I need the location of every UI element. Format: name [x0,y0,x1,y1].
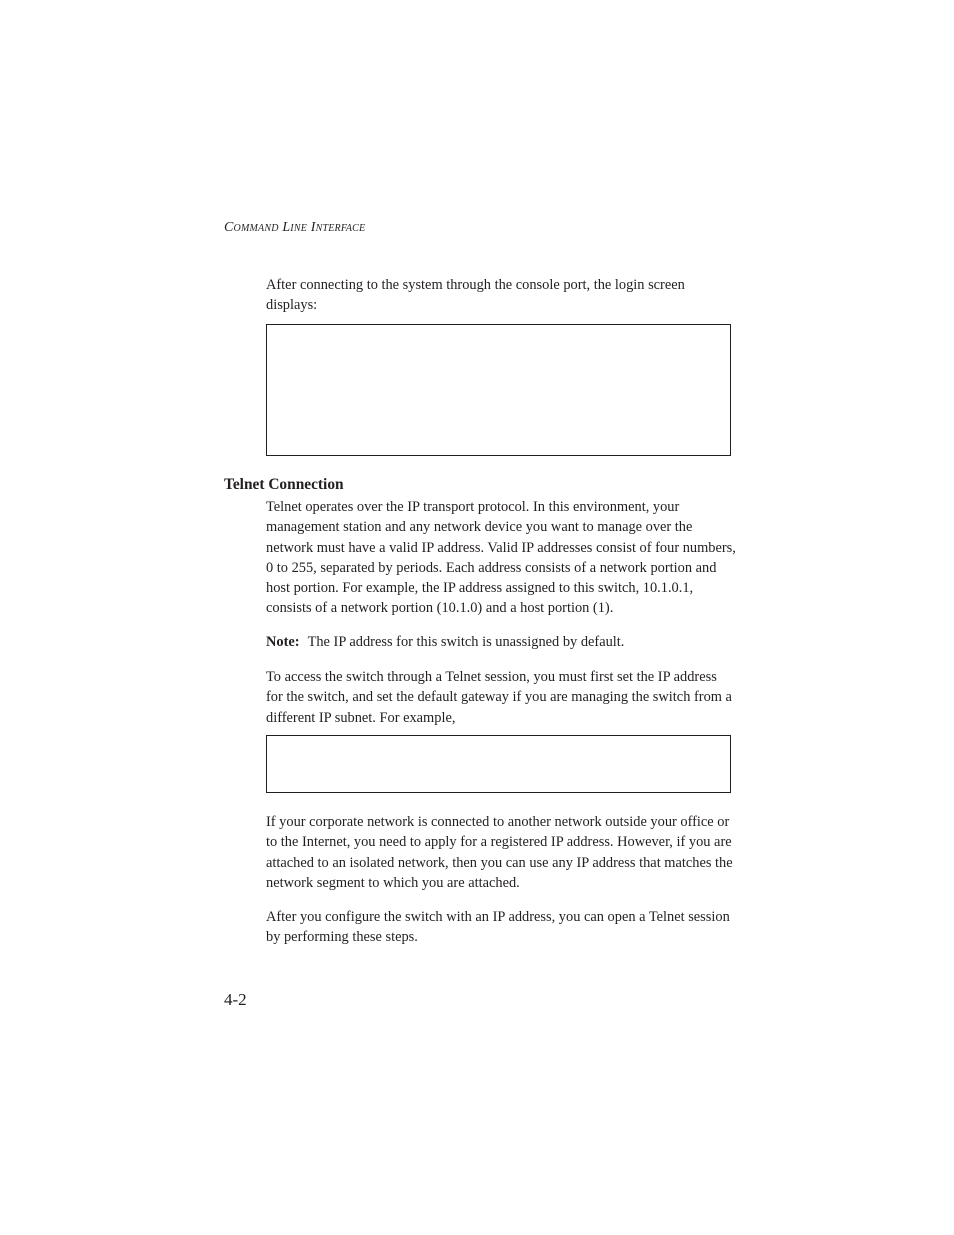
running-header: Command Line Interface [224,220,366,235]
telnet-paragraph-4: After you configure the switch with an IP address, you can open a Telnet session by performing these steps. [266,909,730,946]
telnet-paragraph-3: If your corporate network is connected to another network outside your office or to the Internet, you need to apply for a registered IP address. However, if you are attached to an isolated network, then you can use any IP address that matches the network segment to which you are attached. [266,814,733,891]
ip-config-code-box [266,735,731,793]
note-text: The IP address for this switch is unassigned by default. [307,634,625,650]
intro-paragraph: After connecting to the system through the console port, the login screen displays: [266,277,685,314]
telnet-paragraph-1: Telnet operates over the IP transport protocol. In this environment, your management station and any network device you want to manage over the network must have a valid IP address. Valid IP addresses consist of four numbers, 0 to 255, separated by periods. Each address consists of a network portion and host portion. For example, the IP address assigned to this switch, 10.1.0.1, consists of a network portion (10.1.0) and a host portion (1). [266,499,736,617]
login-screen-code-box [266,324,731,456]
section-heading: Telnet Connection [224,476,344,493]
note [266,632,736,652]
telnet-paragraph-2: To access the switch through a Telnet session, you must first set the IP address for the switch, and set the default gateway if you are managing the switch from a different IP subnet. For example, [266,669,732,726]
page-number: 4-2 [224,990,247,1009]
note-label: Note: [266,634,300,650]
